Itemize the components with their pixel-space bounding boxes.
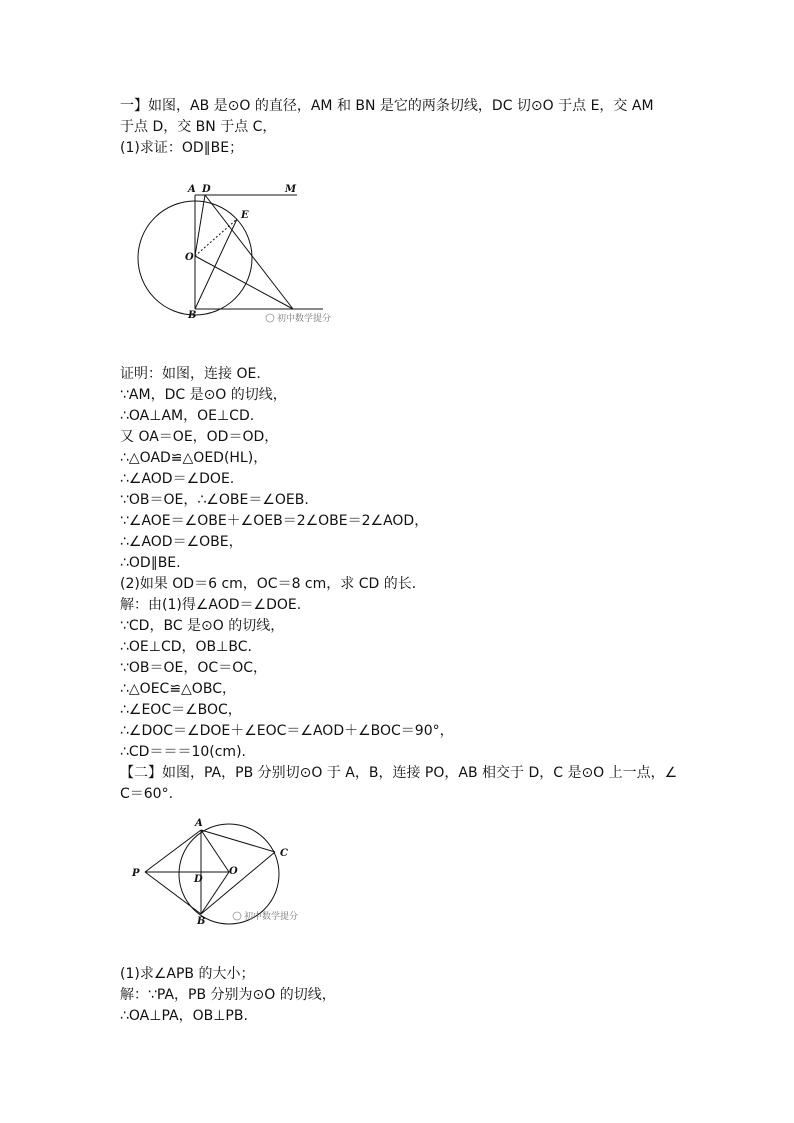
- solution-line: 解：由(1)得∠AOD＝∠DOE.: [120, 597, 302, 613]
- problem2-intro-line2: C＝60°.: [120, 786, 174, 802]
- problem2-question1: (1)求∠APB 的大小；: [120, 966, 255, 982]
- label-a: A: [188, 184, 196, 195]
- watermark-icon: [233, 912, 241, 920]
- proof-line: 证明：如图，连接 OE.: [120, 366, 261, 382]
- solution-line: ∵CD，BC 是⊙O 的切线，: [120, 618, 285, 634]
- proof-line: ∵∠AOE＝∠OBE＋∠OEB＝2∠OBE＝2∠AOD，: [120, 513, 429, 529]
- label-o: O: [229, 866, 238, 877]
- problem1-intro-line1: 一】如图，AB 是⊙O 的直径，AM 和 BN 是它的两条切线，DC 切⊙O 于点 E，交 AM: [120, 98, 654, 114]
- proof-line: ∴OD∥BE.: [120, 555, 181, 571]
- tangent-pb: [145, 872, 201, 914]
- problem1-question2: (2)如果 OD＝6 cm，OC＝8 cm，求 CD 的长．: [120, 576, 426, 592]
- segment-ob: [201, 872, 229, 914]
- label-m: M: [285, 184, 297, 195]
- solution-line: 解：∵PA，PB 分别为⊙O 的切线，: [120, 987, 336, 1003]
- solution-line: ∵OB＝OE，OC＝OC，: [120, 660, 267, 676]
- proof-line: ∵AM，DC 是⊙O 的切线，: [120, 387, 287, 403]
- label-a: A: [195, 818, 203, 829]
- tangent-dc: [205, 195, 293, 309]
- label-b: B: [188, 310, 197, 321]
- segment-oe-dashed: [195, 219, 237, 256]
- proof-line: ∵OB＝OE，∴∠OBE＝∠OEB.: [120, 492, 309, 508]
- segment-ac: [201, 830, 275, 852]
- proof-line: ∴OA⊥AM，OE⊥CD.: [120, 408, 255, 424]
- proof-line: ∴∠AOD＝∠OBE，: [120, 534, 243, 550]
- problem1-intro-line2: 于点 D，交 BN 于点 C，: [120, 119, 277, 135]
- solution-line: ∴∠DOC＝∠DOE＋∠EOC＝∠AOD＋∠BOC＝90°，: [120, 723, 454, 739]
- segment-bc: [201, 852, 275, 914]
- problem1-question1: (1)求证：OD∥BE；: [120, 140, 244, 156]
- solution-line: ∴OE⊥CD，OB⊥BC.: [120, 639, 252, 655]
- segment-oc: [195, 256, 293, 309]
- problem2-intro-line1: 【二】如图，PA，PB 分别切⊙O 于 A，B，连接 PO，AB 相交于 D，C 是⊙O 上一点，∠: [120, 765, 678, 781]
- label-d: D: [202, 184, 211, 195]
- proof-line: 又 OA＝OE，OD＝OD，: [120, 429, 279, 445]
- figure-2: [125, 812, 325, 932]
- proof-line: ∴∠AOD＝∠DOE.: [120, 471, 235, 487]
- solution-line: ∴△OEC≌△OBC，: [120, 681, 236, 697]
- label-c: C: [280, 848, 288, 859]
- solution-line: ∴CD＝＝＝10(cm).: [120, 744, 246, 760]
- label-e: E: [241, 210, 249, 221]
- label-p: P: [132, 868, 140, 879]
- watermark-text: 初中数学提分: [277, 314, 332, 324]
- label-d: D: [194, 874, 203, 885]
- segment-od: [195, 195, 205, 256]
- tangent-pa: [145, 830, 201, 872]
- label-b: B: [197, 916, 206, 927]
- watermark-text: 初中数学提分: [244, 912, 299, 922]
- figure-1: [125, 178, 365, 328]
- segment-be: [195, 219, 237, 309]
- proof-line: ∴△OAD≌△OED(HL)，: [120, 450, 268, 466]
- watermark-icon: [266, 314, 274, 322]
- segment-oa: [201, 830, 229, 872]
- solution-line: ∴OA⊥PA，OB⊥PB.: [120, 1008, 248, 1024]
- solution-line: ∴∠EOC＝∠BOC，: [120, 702, 242, 718]
- label-o: O: [185, 252, 194, 263]
